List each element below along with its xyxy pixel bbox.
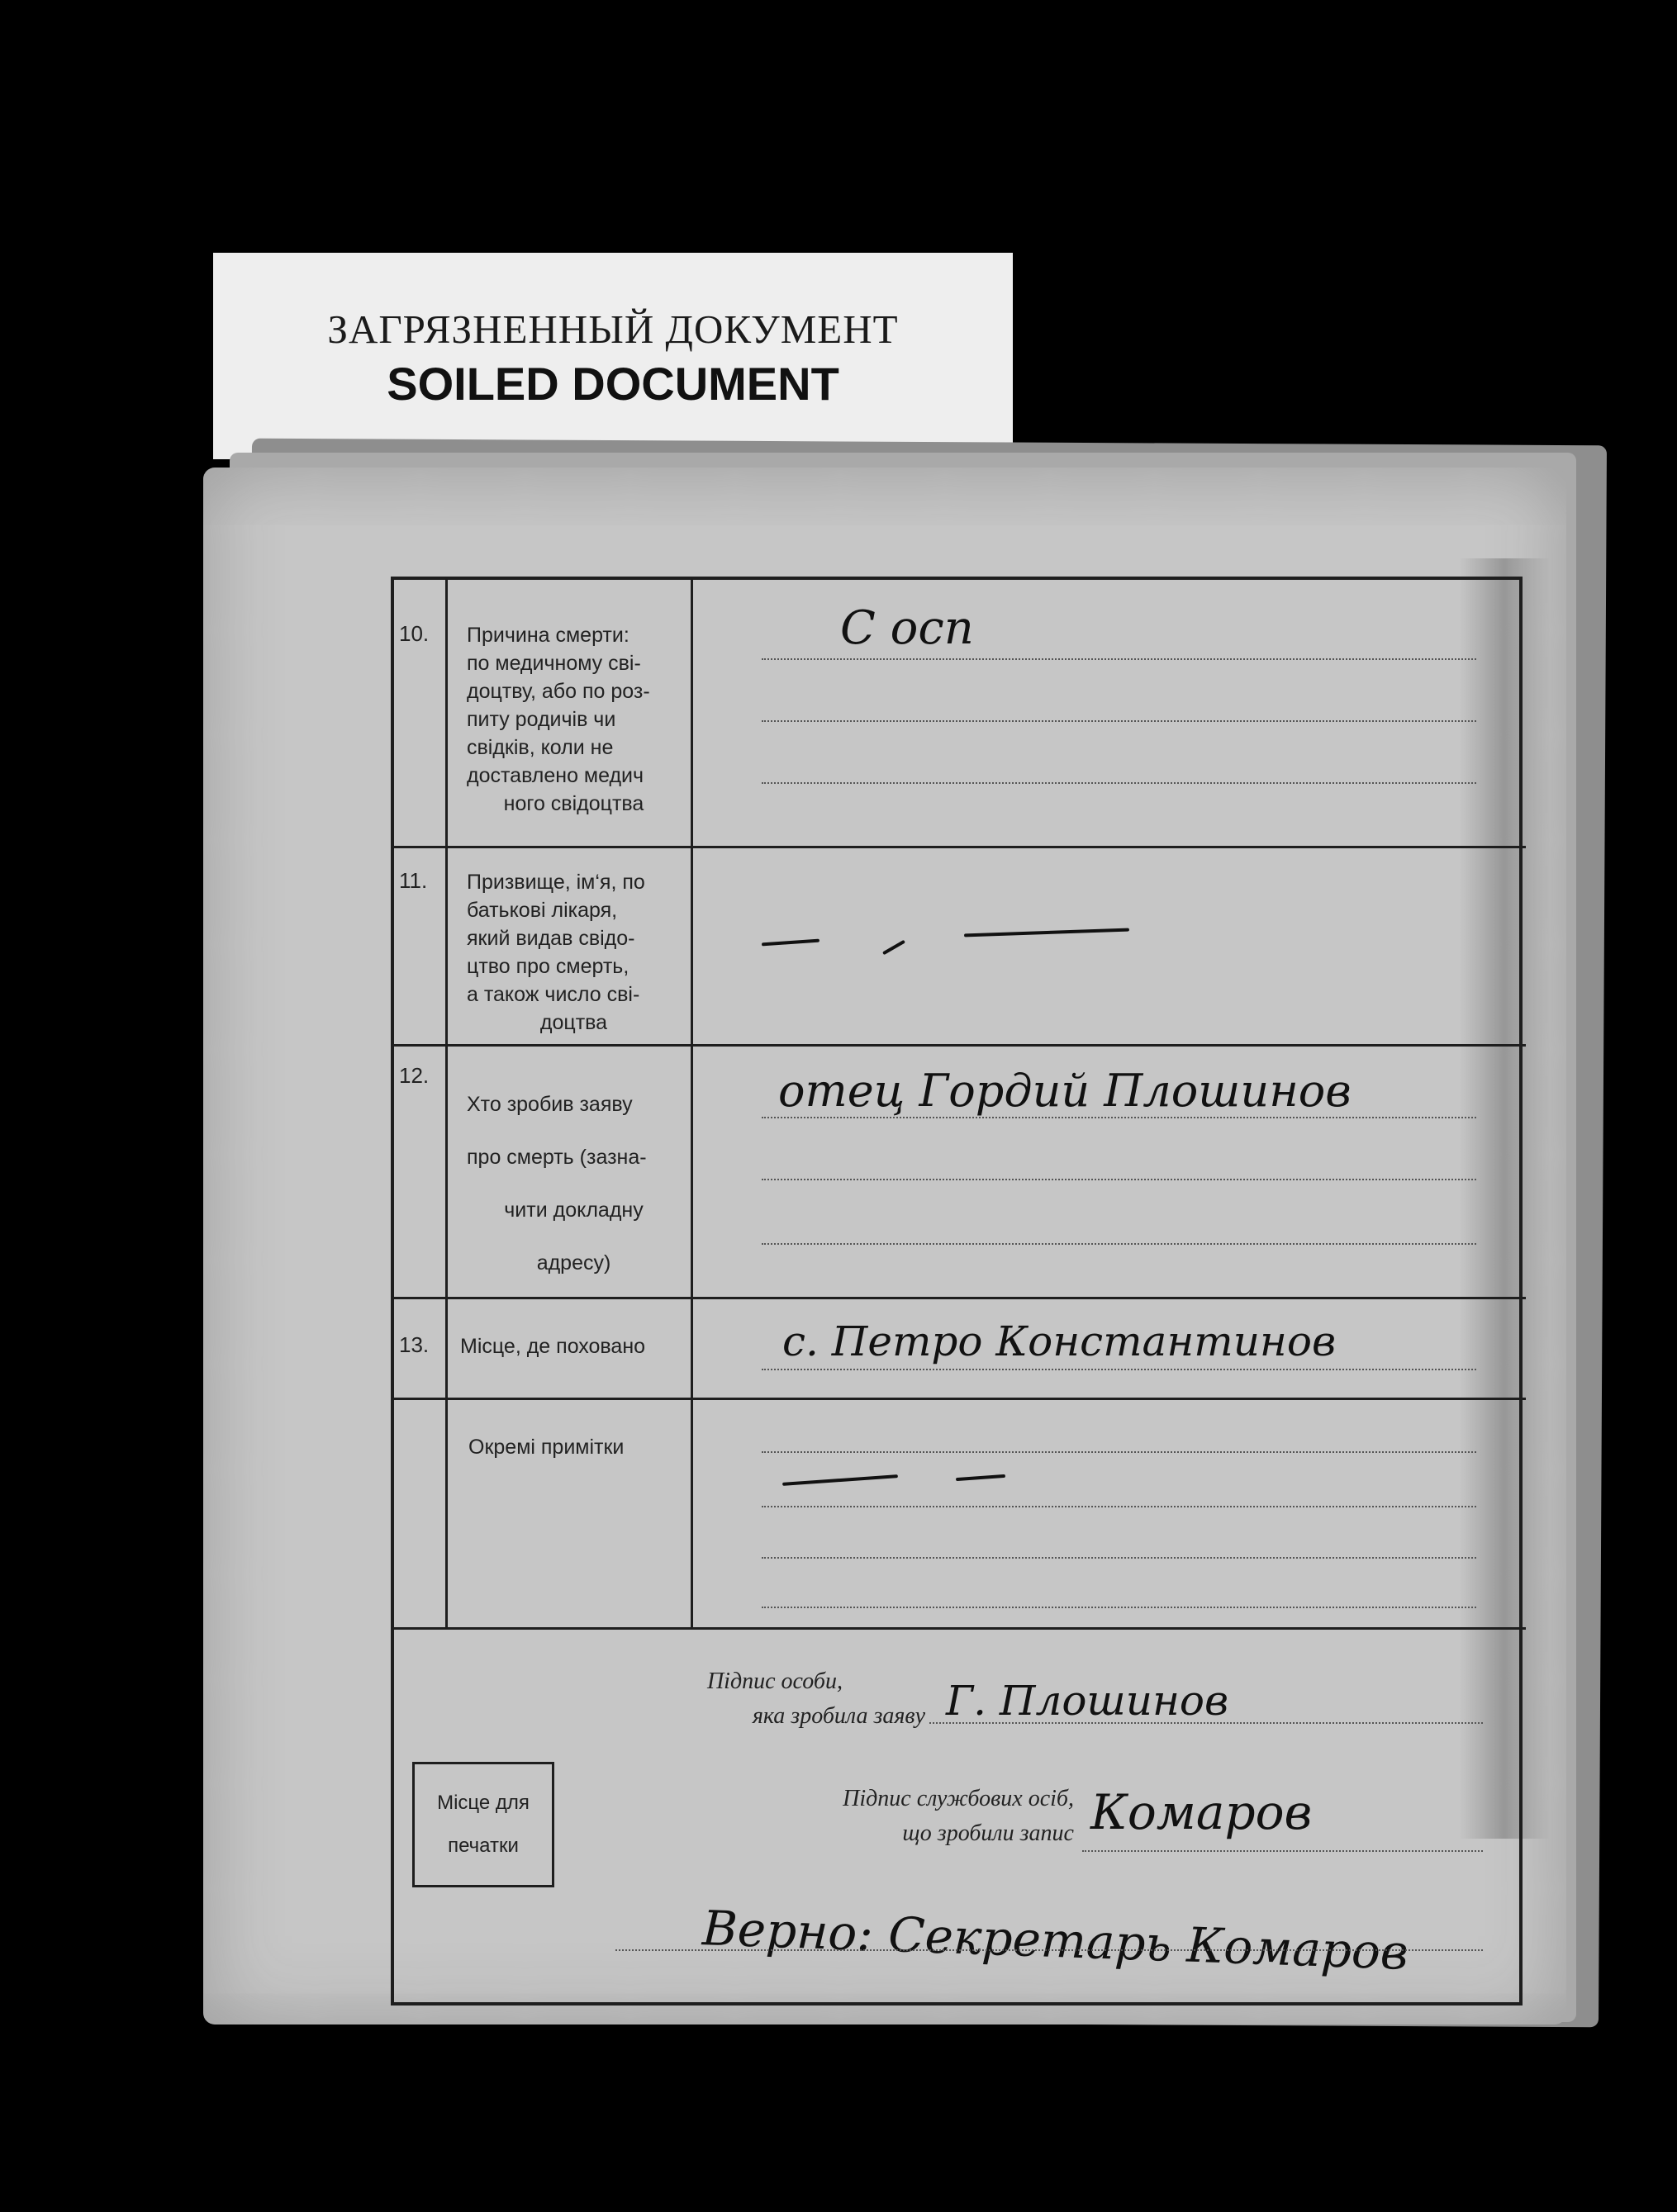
question-line: Причина смерти:	[467, 624, 629, 647]
question-line: чити докладну	[504, 1199, 644, 1222]
signature-line	[615, 1949, 1483, 1951]
soiled-label-english: SOILED DOCUMENT	[387, 358, 839, 410]
form-row-13	[394, 1297, 1526, 1398]
row-number: 11.	[399, 868, 428, 893]
question-cell	[445, 1400, 693, 1627]
officials-signature-label	[677, 1782, 1074, 1851]
signature-line	[929, 1722, 1483, 1724]
label-line: Підпис службових осіб,	[843, 1786, 1074, 1811]
form-row-remarks	[394, 1398, 1526, 1627]
question-line: а також число сві-	[467, 983, 640, 1006]
blank-dash	[956, 1474, 1005, 1481]
question-line: доцтву, або по роз-	[467, 680, 650, 703]
answer-line	[762, 1451, 1476, 1453]
question-text	[468, 1433, 681, 1461]
form-row-11	[394, 846, 1526, 1044]
form-row-10	[394, 580, 1526, 846]
row-number: 13.	[399, 1332, 430, 1357]
handwritten-answer: С осп	[840, 601, 974, 655]
answer-line	[762, 1506, 1476, 1507]
question-text	[467, 868, 681, 1037]
label-line: яка зробила заяву	[752, 1703, 925, 1729]
stamp-label-line: печатки	[448, 1835, 519, 1857]
row-number: 10.	[399, 621, 430, 646]
question-line: цтво про смерть,	[467, 955, 629, 978]
label-line: Підпис особи,	[706, 1668, 843, 1694]
applicant-signature-label	[529, 1664, 925, 1734]
question-line: Місце, де поховано	[460, 1335, 646, 1358]
blank-dash	[762, 939, 819, 947]
question-cell	[445, 580, 693, 846]
blank-dash	[964, 928, 1129, 937]
handwritten-answer: отец Гордий Плошинов	[778, 1065, 1352, 1117]
answer-line	[762, 658, 1476, 660]
signature-line	[1082, 1850, 1483, 1852]
question-line: який видав свідо-	[467, 927, 635, 950]
question-line: доцтва	[539, 1011, 608, 1034]
question-line: Окремі примітки	[468, 1436, 625, 1459]
question-cell	[445, 1299, 693, 1398]
question-cell	[445, 1047, 693, 1297]
answer-line	[762, 782, 1476, 784]
handwritten-answer: с. Петро Константинов	[782, 1317, 1337, 1365]
blank-dash	[782, 1474, 898, 1486]
answer-line	[762, 1243, 1476, 1245]
officials-signature: Комаров	[1090, 1784, 1313, 1840]
soiled-label-russian: ЗАГРЯЗНЕННЫЙ ДОКУМЕНТ	[327, 306, 899, 352]
question-text	[467, 1078, 681, 1289]
question-line: Хто зробив заяву	[467, 1093, 633, 1116]
question-line: свідків, коли не	[467, 736, 614, 759]
question-line: адресу)	[536, 1251, 611, 1275]
answer-line	[762, 1369, 1476, 1370]
question-cell	[445, 848, 693, 1044]
question-line: доставлено медич	[467, 764, 644, 787]
answer-line	[762, 1557, 1476, 1559]
answer-line	[762, 720, 1476, 722]
question-text	[467, 621, 681, 818]
question-line: по медичному сві-	[467, 652, 641, 675]
stamp-label-line: Місце для	[437, 1792, 530, 1814]
stamp-place-box	[412, 1762, 554, 1887]
question-text	[460, 1332, 687, 1360]
applicant-signature: Г. Плошинов	[946, 1677, 1229, 1725]
answer-line	[762, 1117, 1476, 1118]
question-line: батькові лікаря,	[467, 899, 618, 922]
row-number: 12.	[399, 1063, 430, 1088]
certification-handwriting: Верно: Секретарь Комаров	[701, 1900, 1409, 1981]
blank-dash	[882, 940, 905, 955]
answer-line	[762, 1179, 1476, 1180]
form-row-12	[394, 1044, 1526, 1297]
label-line: що зробили запис	[902, 1820, 1074, 1846]
question-line: про смерть (зазна-	[467, 1146, 647, 1169]
question-line: питу родичів чи	[467, 708, 616, 731]
soiled-document-label	[213, 253, 1013, 459]
answer-line	[762, 1607, 1476, 1608]
question-line: Призвище, ім‘я, по	[467, 871, 645, 894]
question-line: ного свідоцтва	[503, 792, 644, 815]
